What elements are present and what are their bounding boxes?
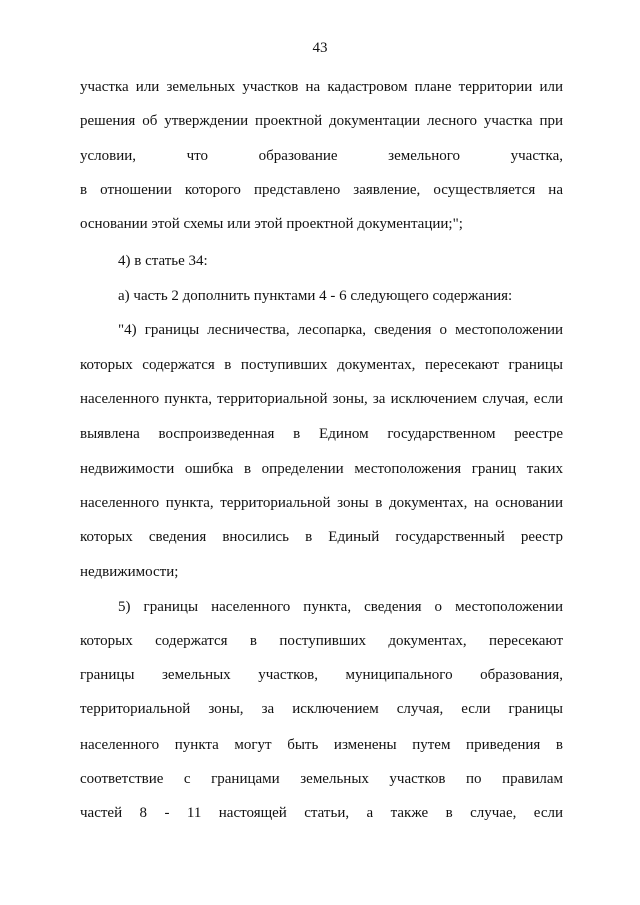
text-line: основании этой схемы или этой проектной документации;"; (80, 216, 463, 232)
text-line: соответствие с границами земельных участков по правилам (80, 771, 563, 787)
text-line: территориальной зоны, за исключением случая, если границы (80, 701, 563, 717)
text-line: границы земельных участков, муниципального образования, (80, 667, 563, 683)
text-line: недвижимости; (80, 564, 179, 580)
text-line: недвижимости ошибка в определении местоположения границ таких (80, 461, 563, 477)
text-line: "4) границы лесничества, лесопарка, сведения о местоположении (118, 322, 563, 338)
text-line: которых сведения вносились в Единый государственный реестр (80, 529, 563, 545)
text-line: 5) границы населенного пункта, сведения о местоположении (118, 599, 563, 615)
text-line: 4) в статье 34: (118, 253, 208, 269)
text-line: населенного пункта могут быть изменены путем приведения в (80, 737, 563, 753)
text-line: населенного пункта, территориальной зоны в документах, на основании (80, 495, 563, 511)
text-line: участка или земельных участков на кадастровом плане территории или (80, 79, 563, 95)
text-line: которых содержатся в поступивших документах, пересекают (80, 633, 563, 649)
text-line: а) часть 2 дополнить пунктами 4 - 6 следующего содержания: (118, 288, 513, 304)
text-line: которых содержатся в поступивших документах, пересекают границы (80, 357, 563, 373)
text-line: населенного пункта, территориальной зоны, за исключением случая, если (80, 391, 563, 407)
text-line: условии, что образование земельного участка, (80, 148, 563, 164)
text-line: в отношении которого представлено заявление, осуществляется на (80, 182, 563, 198)
text-line: частей 8 - 11 настоящей статьи, а также в случае, если (80, 805, 563, 821)
text-line: выявлена воспроизведенная в Едином государственном реестре (80, 426, 563, 442)
text-line: решения об утверждении проектной документации лесного участка при (80, 113, 563, 129)
page-number: 43 (312, 40, 328, 56)
